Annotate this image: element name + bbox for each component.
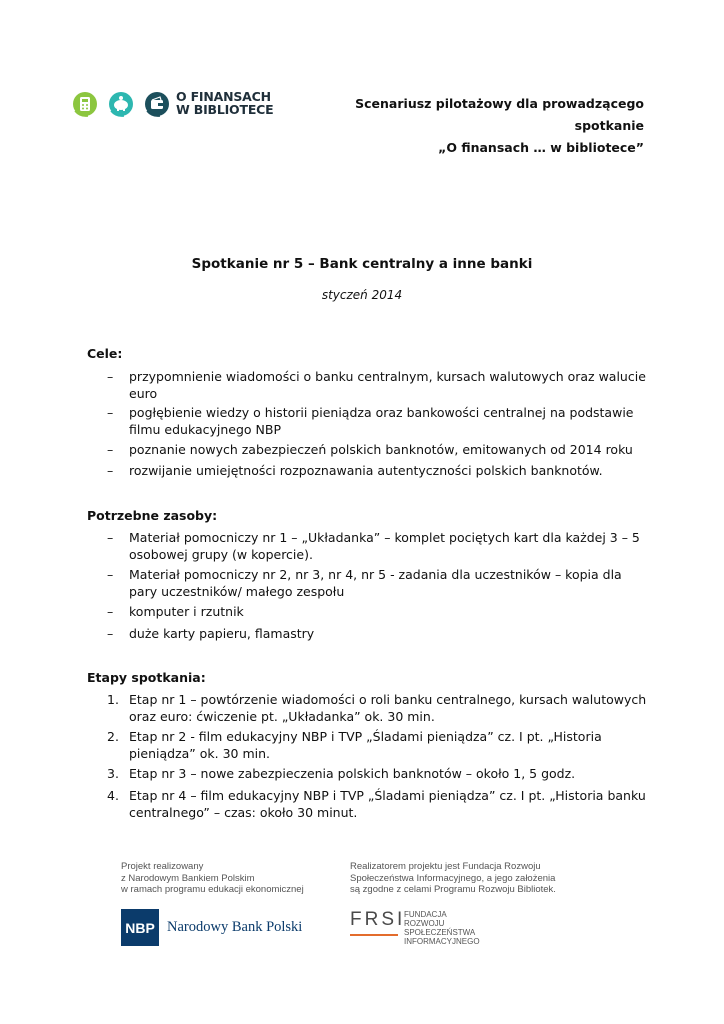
resources-heading: Potrzebne zasoby: bbox=[87, 508, 218, 523]
dash-marker: – bbox=[107, 530, 114, 545]
frsi-full-name: FUNDACJA ROZWOJU SPOŁECZEŃSTWA INFORMACYJNEGO bbox=[404, 910, 480, 946]
dash-marker: – bbox=[107, 442, 114, 457]
stage-number: 1. bbox=[107, 692, 119, 707]
nbp-name: Narodowy Bank Polski bbox=[167, 919, 303, 935]
goals-heading: Cele: bbox=[87, 346, 123, 361]
nbp-note: Projekt realizowany z Narodowym Bankiem Polskim w ramach programu edukacji ekonomicznej bbox=[121, 861, 304, 895]
calculator-icon bbox=[72, 91, 98, 117]
dash-marker: – bbox=[107, 405, 114, 420]
document-date: styczeń 2014 bbox=[321, 288, 403, 302]
dash-marker: – bbox=[107, 567, 114, 582]
frsi-accent-line bbox=[350, 934, 398, 936]
piggy-bank-icon bbox=[108, 91, 134, 117]
dash-marker: – bbox=[107, 369, 114, 384]
logo-text: O FINANSACH W BIBLIOTECE bbox=[176, 89, 274, 117]
dash-marker: – bbox=[107, 604, 114, 619]
wallet-icon bbox=[144, 91, 170, 117]
program-logo bbox=[72, 88, 282, 122]
nbp-logo: NBP bbox=[121, 909, 159, 946]
stages-heading: Etapy spotkania: bbox=[87, 670, 206, 685]
dash-marker: – bbox=[107, 626, 114, 641]
frsi-logo: FRSI bbox=[350, 909, 406, 930]
header-line-3: „O finansach … w bibliotece” bbox=[438, 140, 644, 155]
stage-number: 3. bbox=[107, 766, 119, 781]
header-line-1: Scenariusz pilotażowy dla prowadzącego bbox=[355, 96, 644, 111]
stage-number: 4. bbox=[107, 788, 119, 803]
page-title: Spotkanie nr 5 – Bank centralny a inne banki bbox=[191, 256, 533, 272]
scenario-header bbox=[304, 93, 644, 159]
dash-marker: – bbox=[107, 463, 114, 478]
stage-number: 2. bbox=[107, 729, 119, 744]
header-line-2: spotkanie bbox=[574, 118, 644, 133]
frsi-note: Realizatorem projektu jest Fundacja Rozwoju Społeczeństwa Informacyjnego, a jego założenia są zgodne z celami Programu Rozwoju Bibliotek. bbox=[350, 861, 556, 895]
